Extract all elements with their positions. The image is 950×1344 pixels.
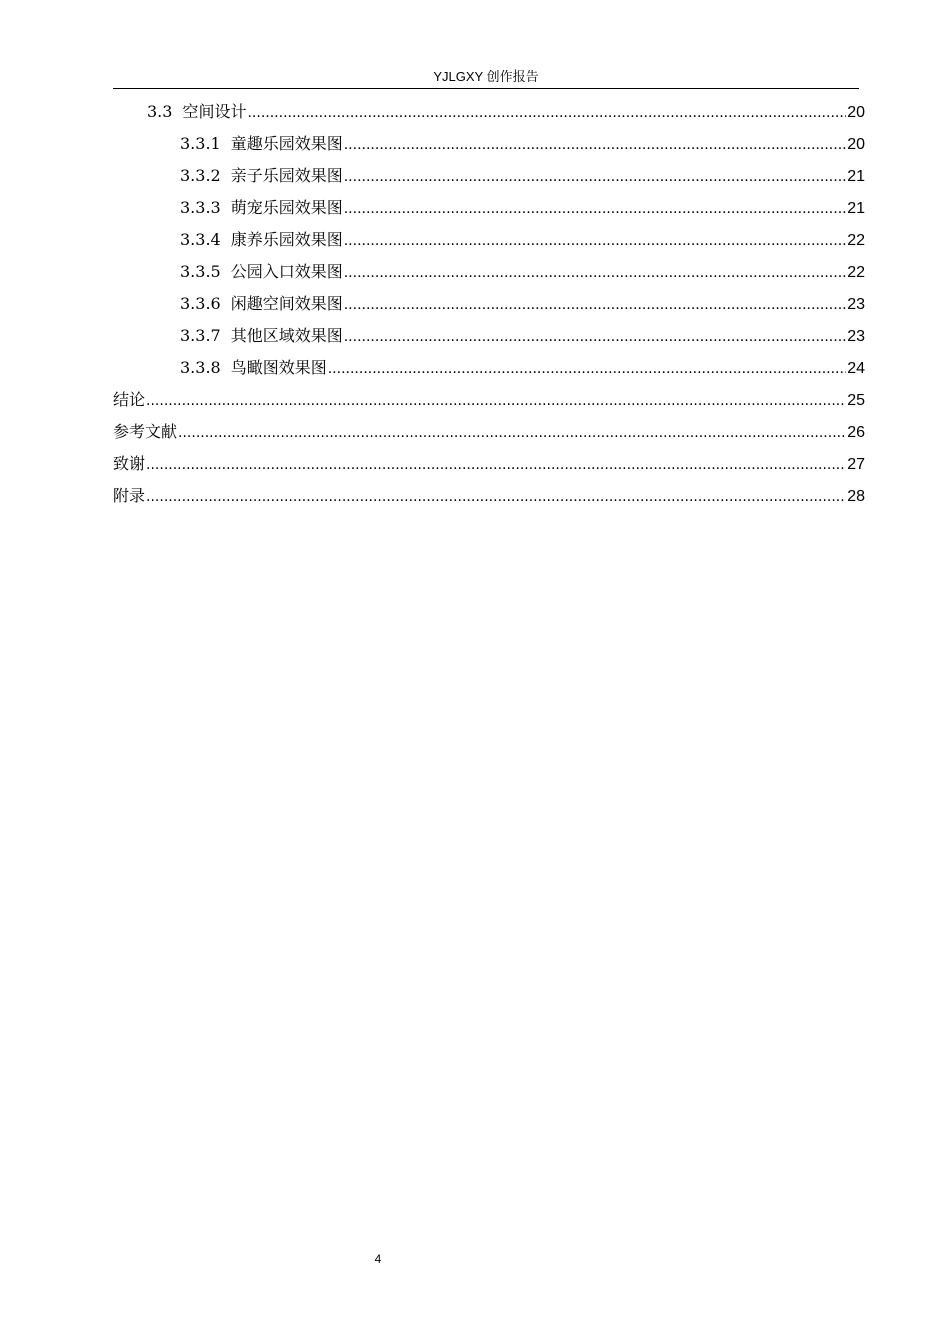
toc-entry-page: 21 (847, 168, 865, 185)
toc-entry-page: 22 (847, 264, 865, 281)
table-of-contents (113, 96, 865, 512)
toc-entry-page: 20 (847, 136, 865, 153)
toc-entry-number: 3.3.5 (180, 262, 221, 281)
toc-entry[interactable] (113, 192, 865, 224)
toc-entry-title: 其他区域效果图 (230, 326, 343, 345)
toc-dot-leader (344, 129, 846, 161)
toc-entry[interactable] (113, 384, 865, 416)
toc-entry-title: 空间设计 (182, 102, 247, 121)
toc-entry-number: 3.3.3 (180, 198, 221, 217)
toc-entry[interactable] (113, 96, 865, 128)
toc-entry-page: 28 (847, 488, 865, 505)
toc-entry-title: 萌宠乐园效果图 (230, 198, 343, 217)
toc-entry-title: 鸟瞰图效果图 (230, 358, 327, 377)
toc-entry-title: 康养乐园效果图 (230, 230, 343, 249)
toc-entry[interactable] (113, 256, 865, 288)
toc-entry[interactable] (113, 480, 865, 512)
toc-dot-leader (344, 193, 846, 225)
toc-dot-leader (328, 353, 846, 385)
toc-entry-number: 3.3 (147, 102, 173, 121)
toc-entry-number: 3.3.1 (180, 134, 221, 153)
toc-entry-page: 20 (847, 104, 865, 121)
toc-entry[interactable] (113, 352, 865, 384)
toc-entry-page: 23 (847, 328, 865, 345)
toc-dot-leader (344, 161, 846, 193)
toc-dot-leader (146, 481, 846, 513)
toc-entry-number: 3.3.2 (180, 166, 221, 185)
toc-entry-title: 致谢 (113, 454, 146, 473)
toc-entry-page: 23 (847, 296, 865, 313)
toc-dot-leader (344, 225, 846, 257)
toc-entry-number: 3.3.7 (180, 326, 221, 345)
toc-entry-page: 25 (847, 392, 865, 409)
page-header (113, 66, 859, 89)
toc-entry-title: 结论 (113, 390, 146, 409)
toc-entry[interactable] (113, 288, 865, 320)
toc-entry-title: 闲趣空间效果图 (230, 294, 343, 313)
toc-dot-leader (344, 257, 846, 289)
toc-dot-leader (247, 97, 846, 129)
toc-entry-number: 3.3.6 (180, 294, 221, 313)
toc-entry-page: 26 (847, 424, 865, 441)
toc-entry[interactable] (113, 128, 865, 160)
toc-dot-leader (146, 449, 846, 481)
toc-entry[interactable] (113, 224, 865, 256)
toc-dot-leader (178, 417, 846, 449)
toc-entry[interactable] (113, 416, 865, 448)
toc-entry-page: 21 (847, 200, 865, 217)
toc-entry-page: 22 (847, 232, 865, 249)
toc-entry-title: 公园入口效果图 (230, 262, 343, 281)
toc-dot-leader (344, 289, 846, 321)
toc-dot-leader (146, 385, 846, 417)
header-title: YJLGXY 创作报告 (433, 69, 539, 84)
toc-entry-title: 童趣乐园效果图 (230, 134, 343, 153)
toc-entry[interactable] (113, 160, 865, 192)
toc-entry-page: 27 (847, 456, 865, 473)
toc-entry-title: 附录 (113, 486, 146, 505)
toc-entry[interactable] (113, 320, 865, 352)
toc-entry-page: 24 (847, 360, 865, 377)
toc-dot-leader (344, 321, 846, 353)
toc-entry[interactable] (113, 448, 865, 480)
toc-entry-title: 参考文献 (113, 422, 178, 441)
page-number: 4 (374, 1252, 382, 1266)
toc-entry-number: 3.3.4 (180, 230, 221, 249)
toc-entry-number: 3.3.8 (180, 358, 221, 377)
toc-entry-title: 亲子乐园效果图 (230, 166, 343, 185)
